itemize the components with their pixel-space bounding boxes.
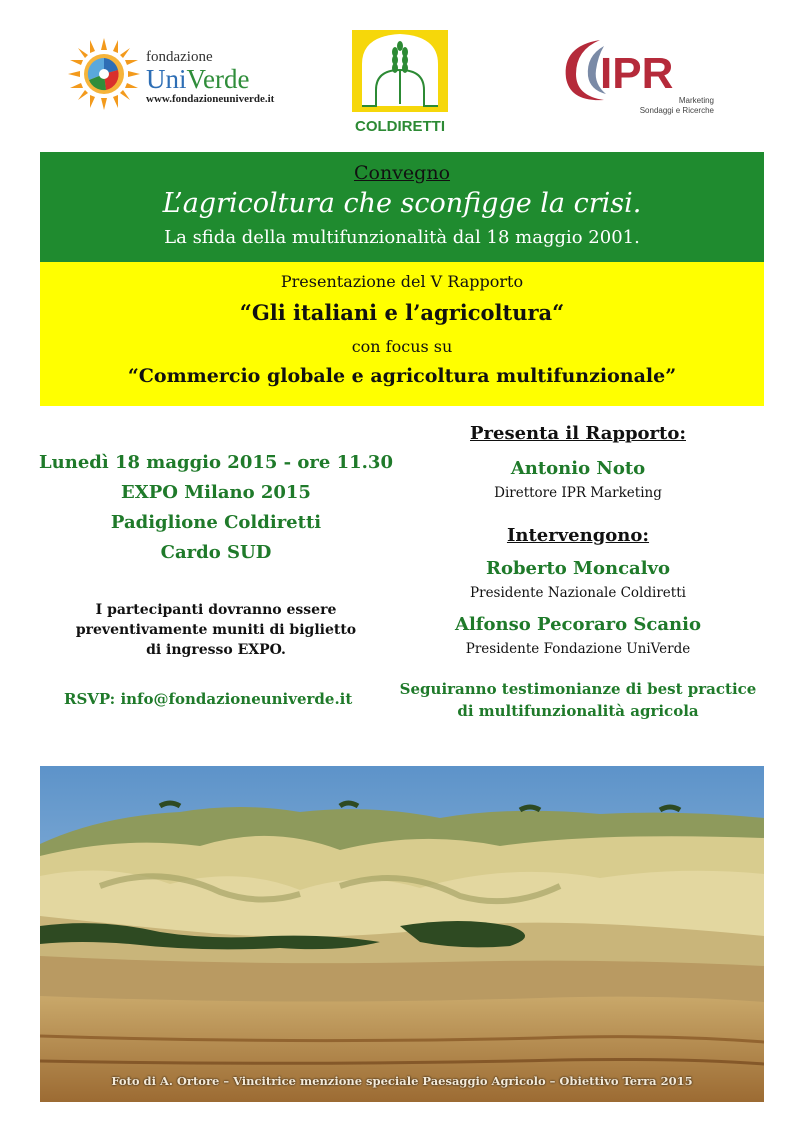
speaker-name: Alfonso Pecoraro Scanio bbox=[455, 614, 701, 635]
univerde-name-verde: Verde bbox=[186, 64, 250, 94]
speaker-role: Presidente Nazionale Coldiretti bbox=[470, 585, 686, 601]
ticket-notice-line: di ingresso EXPO. bbox=[146, 642, 286, 658]
univerde-url: www.fondazioneuniverde.it bbox=[146, 93, 275, 105]
report-focus-label: con focus su bbox=[351, 337, 453, 356]
report-intro: Presentazione del V Rapporto bbox=[280, 272, 524, 291]
speaker-role: Presidente Fondazione UniVerde bbox=[465, 641, 691, 657]
coldiretti-logo bbox=[350, 30, 450, 136]
closing-line: di multifunzionalità agricola bbox=[457, 702, 699, 720]
report-section bbox=[40, 262, 764, 406]
presenter-role: Direttore IPR Marketing bbox=[494, 485, 662, 501]
ipr-subtitle bbox=[616, 96, 714, 116]
rsvp-email-link[interactable]: RSVP: info@fondazioneuniverde.it bbox=[64, 690, 353, 708]
conference-title: L’agricoltura che sconfigge la crisi. bbox=[162, 188, 642, 219]
coldiretti-label: COLDIRETTI bbox=[355, 118, 445, 135]
ipr-sub1: Marketing bbox=[678, 96, 714, 105]
ipr-name: IPR bbox=[600, 49, 674, 98]
presenter-name: Antonio Noto bbox=[510, 458, 646, 479]
conference-subtitle: La sfida della multifunzionalità dal 18 maggio 2001. bbox=[164, 227, 640, 248]
conference-header bbox=[40, 152, 764, 262]
conference-label: Convegno bbox=[353, 162, 451, 184]
landscape-photo bbox=[40, 766, 764, 1102]
landscape-image bbox=[40, 766, 764, 1102]
event-venue: EXPO Milano 2015 bbox=[121, 482, 311, 503]
univerde-logo bbox=[66, 36, 286, 116]
univerde-line1: fondazione bbox=[146, 49, 213, 65]
closing-line: Seguiranno testimonianze di best practice bbox=[399, 680, 757, 698]
event-pavilion: Padiglione Coldiretti bbox=[110, 512, 322, 533]
univerde-wordmark bbox=[146, 50, 274, 105]
report-title: “Gli italiani e l’agricoltura“ bbox=[239, 300, 565, 325]
ipr-logo bbox=[560, 36, 730, 116]
presenter-heading: Presenta il Rapporto: bbox=[470, 423, 686, 444]
sun-icon bbox=[66, 36, 142, 112]
coldiretti-emblem-box bbox=[352, 30, 448, 112]
univerde-name bbox=[146, 65, 274, 93]
ipr-sub2: Sondaggi e Ricerche bbox=[639, 106, 714, 115]
ticket-notice bbox=[28, 600, 404, 660]
photo-caption: Foto di A. Ortore – Vincitrice menzione speciale Paesaggio Agricolo – Obiettivo Terra 2015 bbox=[111, 1074, 693, 1088]
speakers-heading: Intervengono: bbox=[506, 525, 650, 546]
ticket-notice-line: preventivamente muniti di biglietto bbox=[75, 622, 357, 638]
wheat-icon bbox=[352, 30, 448, 112]
speaker-name: Roberto Moncalvo bbox=[485, 558, 671, 579]
univerde-name-uni: Uni bbox=[146, 64, 187, 94]
ticket-notice-line: I partecipanti dovranno essere bbox=[95, 602, 337, 618]
event-area: Cardo SUD bbox=[160, 542, 272, 563]
event-date: Lunedì 18 maggio 2015 - ore 11.30 bbox=[39, 452, 393, 473]
report-focus: “Commercio globale e agricoltura multifunzionale” bbox=[127, 365, 677, 387]
event-details bbox=[28, 448, 404, 660]
speakers-section bbox=[396, 420, 760, 722]
